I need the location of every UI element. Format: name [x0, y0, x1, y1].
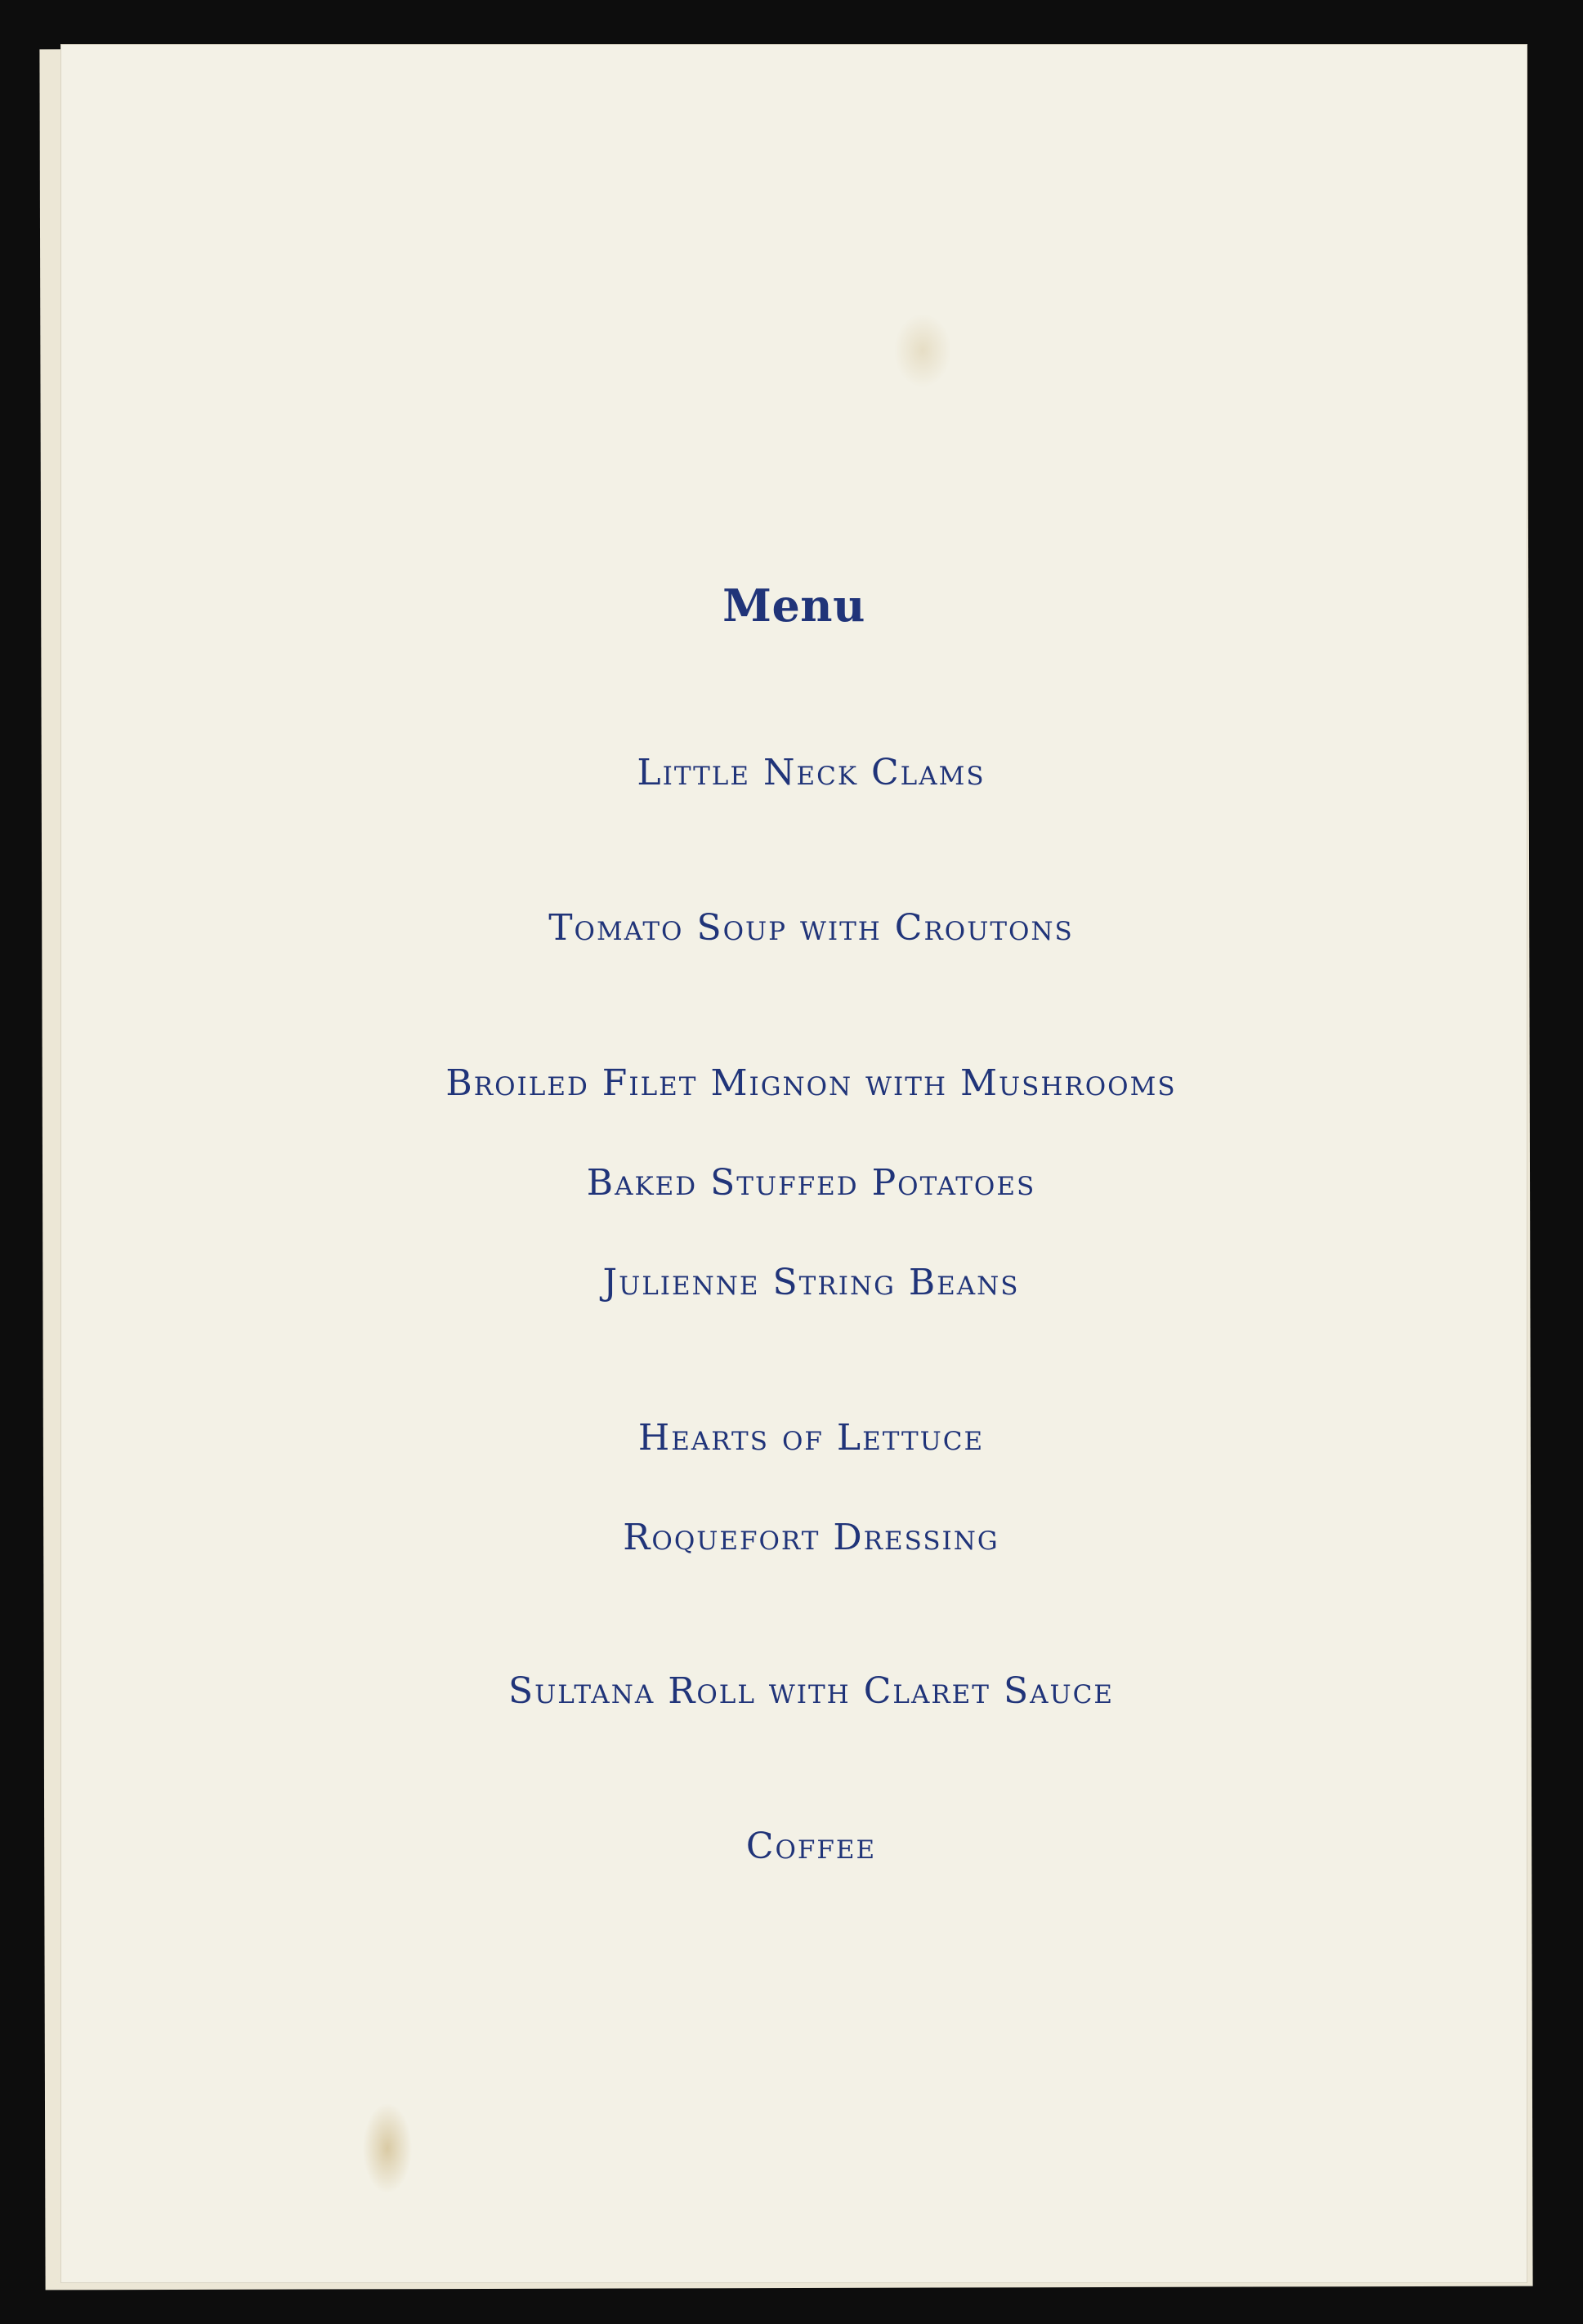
menu-item-tomato-soup: Tomato Soup with Croutons — [548, 907, 1074, 949]
menu-title: Menu — [722, 579, 865, 632]
menu-item-baked-stuffed-potatoes: Baked Stuffed Potatoes — [586, 1162, 1036, 1204]
paper-stain — [363, 2103, 412, 2193]
menu-item-broiled-filet-mignon: Broiled Filet Mignon with Mushrooms — [445, 1062, 1177, 1104]
menu-card — [60, 44, 1527, 2283]
menu-item-coffee: Coffee — [745, 1826, 877, 1867]
menu-item-sultana-roll: Sultana Roll with Claret Sauce — [508, 1670, 1114, 1712]
menu-item-roquefort-dressing: Roquefort Dressing — [623, 1517, 999, 1558]
paper-stain — [894, 314, 951, 387]
menu-item-little-neck-clams: Little Neck Clams — [637, 752, 986, 793]
menu-item-julienne-string-beans: Julienne String Beans — [602, 1262, 1020, 1303]
menu-item-hearts-of-lettuce: Hearts of Lettuce — [637, 1417, 985, 1459]
